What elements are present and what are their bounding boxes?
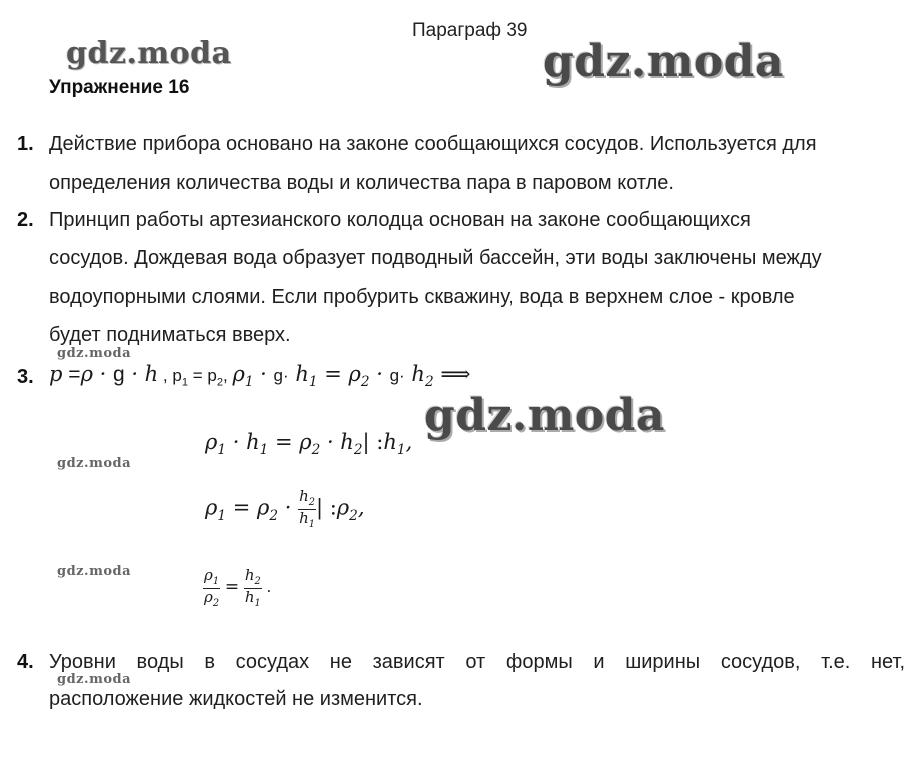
- item-number: 2.: [17, 209, 34, 231]
- watermark-logo: gdz.moda: [57, 346, 132, 361]
- watermark-logo: gdz.moda: [66, 36, 232, 71]
- watermark-logo: gdz.moda: [57, 564, 132, 579]
- item-text-line: водоупорными слоями. Если пробурить скважину, вода в верхнем слое - кровле: [49, 286, 795, 308]
- formula-line-4: $\frac{\rho_1}{\rho_2}$ = $\frac{h_2}{h_1}$ .: [204, 566, 272, 609]
- item-text-line: Уровни воды в сосудах не зависят от формы и ширины сосудов, т.е. нет,: [49, 651, 905, 673]
- item-number: 1.: [17, 133, 34, 155]
- item-number: 3.: [17, 366, 34, 388]
- paragraph-title: Параграф 39: [412, 20, 528, 41]
- exercise-title: Упражнение 16: [49, 77, 190, 98]
- watermark-logo: gdz.moda: [57, 672, 132, 687]
- watermark-logo: gdz.moda: [57, 456, 132, 471]
- watermark-logo: gdz.moda: [543, 36, 785, 87]
- item-text-line: будет подниматься вверх.: [49, 324, 291, 346]
- item-text-line: сосудов. Дождевая вода образует подводный бассейн, эти воды заключены между: [49, 247, 822, 269]
- item-text-line: Принцип работы артезианского колодца основан на законе сообщающихся: [49, 209, 751, 231]
- formula-line-3: $\rho_1 = \rho_2$ · $\frac{h_2}{h_1}$ | $:\rho_2$,: [205, 487, 365, 530]
- item-text-line: определения количества воды и количества пара в паровом котле.: [49, 172, 674, 194]
- item-number: 4.: [17, 651, 34, 673]
- item-text-line: Действие прибора основано на законе сообщающихся сосудов. Используется для: [49, 133, 817, 155]
- formula-line-2: $\rho_1 \cdot h_1 = \rho_2 \cdot h_2|$ $:h_1$,: [205, 430, 413, 459]
- item-text-line: расположение жидкостей не изменится.: [49, 688, 423, 710]
- formula-line-1: p =ρ · g · h , $p_1 = p_2$, $\rho_1 \cdot g\cdot h_1 = \rho_2 \cdot g\cdot h_2$ ⟹: [49, 362, 471, 391]
- watermark-logo: gdz.moda: [424, 390, 666, 441]
